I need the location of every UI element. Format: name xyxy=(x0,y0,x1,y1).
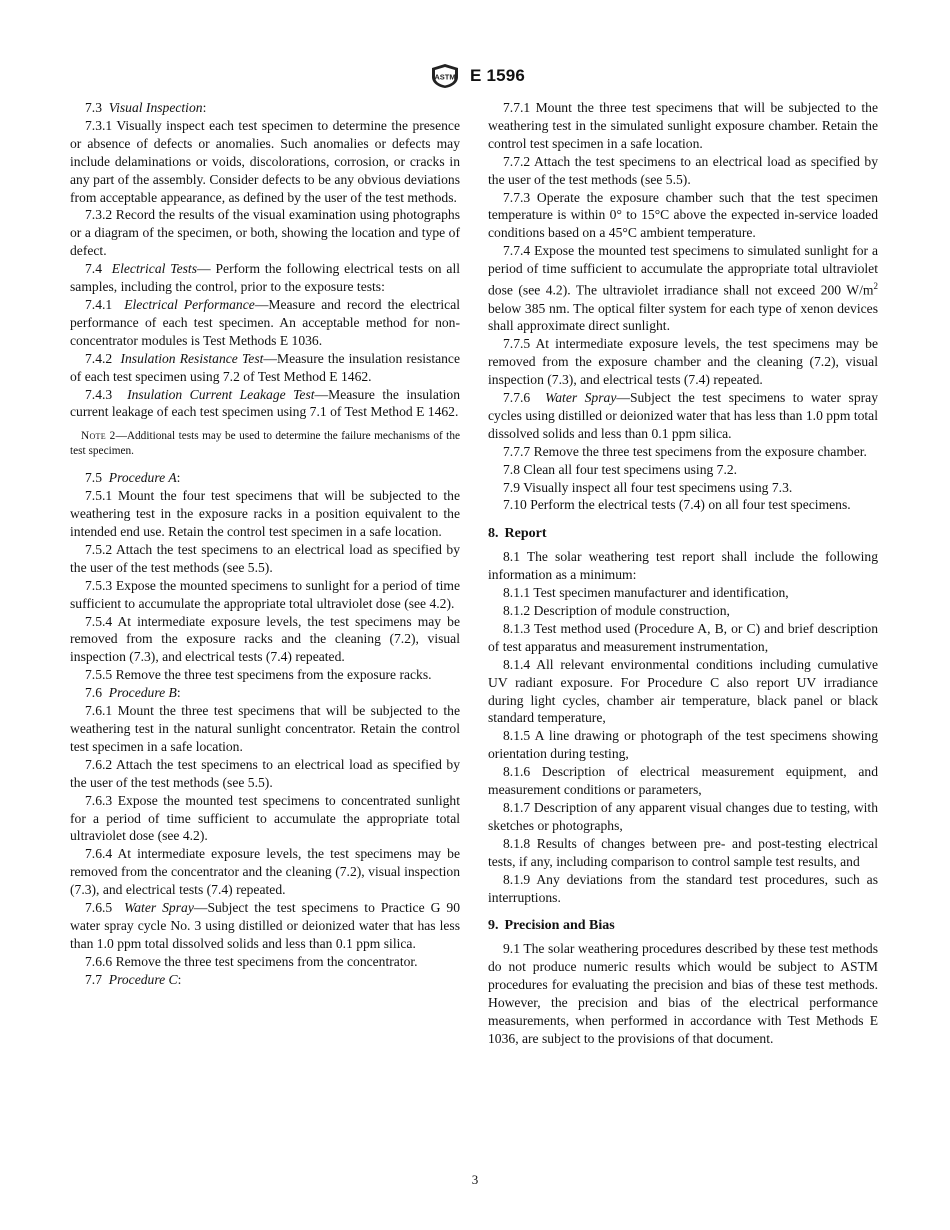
paragraph-7-6-3: 7.6.3 Expose the mounted test specimens to concentrated sunlight for a period of time sufficient to accumulate the appropriate total ultraviolet dose (see 4.2). xyxy=(70,792,460,844)
right-column xyxy=(488,99,878,1048)
paragraph-7-6-6: 7.6.6 Remove the three test specimens from the concentrator. xyxy=(85,953,418,969)
paragraph-7-3-2: 7.3.2 Record the results of the visual examination using photographs or a diagram of the specimen, or both, showing the location and type of defect. xyxy=(70,207,460,259)
paragraph-7-7-1: 7.7.1 Mount the three test specimens that will be subjected to the weathering test in the simulated sunlight exposure chamber. Retain the control test specimen in a safe location. xyxy=(488,100,878,151)
paragraph-7-4-1: 7.4.1 Electrical Performance—Measure and record the electrical performance of each test specimen. An acceptable method for non-concentrator modules is Test Methods E 1036. xyxy=(70,296,461,348)
note-2: Note 2—Additional tests may be used to determine the failure mechanisms of the test specimen. xyxy=(70,430,460,458)
paragraph-8-1-6: 8.1.6 Description of electrical measurement equipment, and measurement conditions or parameters, xyxy=(488,764,878,798)
paragraph-8-1-9: 8.1.9 Any deviations from the standard test procedures, such as interruptions. xyxy=(488,871,878,905)
page-header xyxy=(428,62,525,90)
section-heading-precision-bias: 9. Precision and Bias xyxy=(488,918,615,934)
page-number: 3 xyxy=(471,1172,479,1187)
astm-logo-icon xyxy=(428,63,462,89)
paragraph-7-7-7: 7.7.7 Remove the three test specimens from the exposure chamber. xyxy=(503,443,867,459)
paragraph-8-1-1: 8.1.1 Test specimen manufacturer and identification, xyxy=(503,585,789,601)
paragraph-7-5-3: 7.5.3 Expose the mounted specimens to sunlight for a period of time sufficient to accumulate the appropriate total ultraviolet dose (see 4.2). xyxy=(70,577,460,611)
section-7-3: 7.3 Visual Inspection: xyxy=(85,100,207,115)
paragraph-7-3-1: 7.3.1 Visually inspect each test specimen to determine the presence or absence of defects or anomalies. Such anomalies or defects may include delaminations or voids, discolorations, corrosion, or cracks in any part of the assembly. Consider defects to be any obvious deviations from acceptable appearance, as defined by the user of the test methods. xyxy=(70,117,460,205)
paragraph-7-7-2: 7.7.2 Attach the test specimens to an electrical load as specified by the user of the test methods (see 5.5). xyxy=(488,153,878,187)
left-column xyxy=(70,99,460,989)
paragraph-8-1-7: 8.1.7 Description of any apparent visual changes due to testing, with sketches or photographs, xyxy=(488,799,878,833)
section-heading-report: 8. Report xyxy=(488,526,547,542)
paragraph-8-1-8: 8.1.8 Results of changes between pre- and post-testing electrical tests, if any, including comparison to control sample test results, and xyxy=(488,835,878,869)
section-7-5: 7.5 Procedure A: xyxy=(85,470,181,486)
paragraph-7-10: 7.10 Perform the electrical tests (7.4) on all four test specimens. xyxy=(503,497,851,513)
paragraph-8-1-3: 8.1.3 Test method used (Procedure A, B, or C) and brief description of test apparatus and measurement instrumentation, xyxy=(488,620,878,654)
paragraph-7-6-2: 7.6.2 Attach the test specimens to an electrical load as specified by the user of the test methods (see 5.5). xyxy=(70,756,460,790)
section-7-6: 7.6 Procedure B: xyxy=(85,685,181,701)
paragraph-7-6-5: 7.6.5 Water Spray—Subject the test specimens to Practice G 90 water spray cycle No. 3 using distilled or deionized water that has less than 1.0 ppm total dissolved solids and less than 0.1 ppm silica. xyxy=(70,900,461,951)
paragraph-7-5-1: 7.5.1 Mount the four test specimens that will be subjected to the weathering test in the exposure racks in a position equivalent to the intended end use. Retain the control test specimen in a safe location. xyxy=(70,488,460,540)
paragraph-8-1-5: 8.1.5 A line drawing or photograph of the test specimens showing orientation during testing, xyxy=(488,728,878,762)
paragraph-7-7-3: 7.7.3 Operate the exposure chamber such that the test specimen temperature is within 0° to 15°C above the expected in-service loaded conditions based on a 45°C ambient temperature. xyxy=(488,189,878,241)
paragraph-7-4-3: 7.4.3 Insulation Current Leakage Test—Measure the insulation current leakage of each test specimen using 7.1 of Test Method E 1462. xyxy=(70,386,461,420)
paragraph-7-5-5: 7.5.5 Remove the three test specimens from the exposure racks. xyxy=(85,667,432,683)
paragraph-8-1-4: 8.1.4 All relevant environmental conditions including cumulative UV radiant exposure. For Procedure C also report UV irradiance during light cycles, chamber air temperature, black panel or black standard temperature, xyxy=(488,656,878,726)
paragraph-9-1: 9.1 The solar weathering procedures described by these test methods do not produce numeric results which would be subject to ASTM procedures for evaluating the precision and bias of these test methods. However, the precision and bias of the electrical performance measurements, when performed in accordance with Test Methods E 1036, are subject to the provisions of that document. xyxy=(488,941,878,1046)
paragraph-7-7-5: 7.7.5 At intermediate exposure levels, the test specimens may be removed from the exposure chamber and the cleaning (7.2), visual inspection (7.3), and electrical tests (7.4) repeated. xyxy=(488,336,878,388)
paragraph-8-1: 8.1 The solar weathering test report shall include the following information as a minimum: xyxy=(488,549,878,583)
svg-text:ASTM: ASTM xyxy=(434,72,456,82)
paragraph-8-1-2: 8.1.2 Description of module construction, xyxy=(503,603,730,618)
paragraph-7-7-4: 7.7.4 Expose the mounted test specimens to simulated sunlight for a period of time sufficient to accumulate the appropriate total ultraviolet dose (see 4.2). The ultraviolet irradiance shall not exceed 200 $W/m^2$ below 385 nm. The optical filter system for each type of xenon devices shall approximate direct sunlight. xyxy=(488,243,878,334)
paragraph-7-4-2: 7.4.2 Insulation Resistance Test—Measure the insulation resistance of each test specimen using 7.2 of Test Method E 1462. xyxy=(70,350,460,384)
paragraph-7-8: 7.8 Clean all four test specimens using 7.2. xyxy=(503,461,738,477)
section-7-4: 7.4 Electrical Tests— Perform the following electrical tests on all samples, including the control, prior to the exposure tests: xyxy=(70,261,461,295)
document-number: E 1596 xyxy=(470,66,526,85)
paragraph-7-5-4: 7.5.4 At intermediate exposure levels, the test specimens may be removed from the exposure racks and the cleaning (7.2), visual inspection (7.3), and electrical tests (7.4) repeated. xyxy=(70,613,460,665)
paragraph-7-5-2: 7.5.2 Attach the test specimens to an electrical load as specified by the user of the test methods (see 5.5). xyxy=(70,541,460,575)
paragraph-7-7-6: 7.7.6 Water Spray—Subject the test specimens to water spray cycles using distilled or deionized water that has less than 1.0 ppm total dissolved solids and less than 0.1 ppm silica. xyxy=(488,390,878,441)
paragraph-7-9: 7.9 Visually inspect all four test specimens using 7.3. xyxy=(503,479,793,495)
paragraph-7-6-4: 7.6.4 At intermediate exposure levels, the test specimens may be removed from the concentrator and the cleaning (7.2), visual inspection (7.3), and electrical tests (7.4) repeated. xyxy=(70,846,460,898)
section-7-7: 7.7 Procedure C: xyxy=(85,971,182,987)
paragraph-7-6-1: 7.6.1 Mount the three test specimens that will be subjected to the weathering test in the natural sunlight concentrator. Retain the control test specimen in a safe location. xyxy=(70,703,460,754)
